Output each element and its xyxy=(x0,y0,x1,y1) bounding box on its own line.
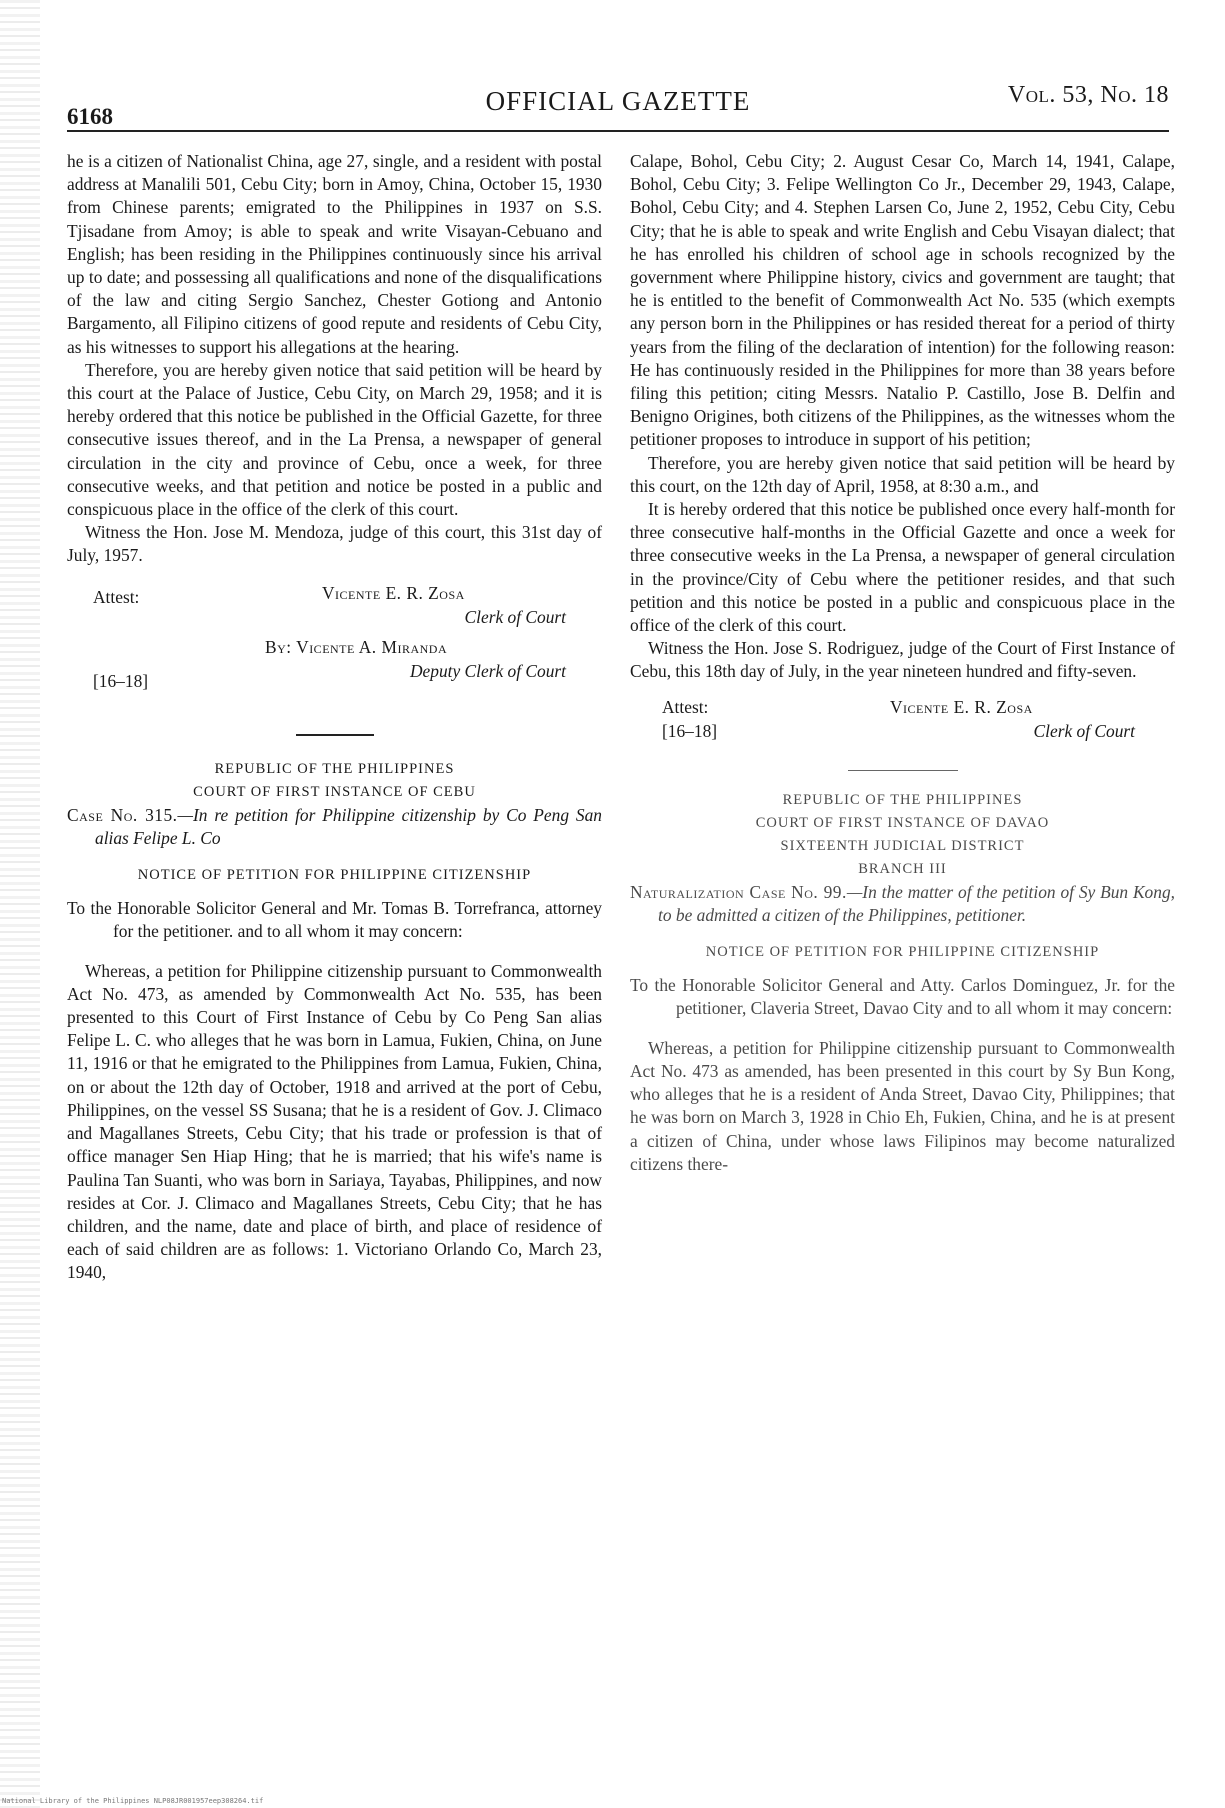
publication-title: OFFICIAL GAZETTE xyxy=(485,86,751,116)
volume-number: Vol. 53, No. 18 xyxy=(1007,82,1169,108)
page-number: 6168 xyxy=(67,104,113,129)
paragraph: Witness the Hon. Jose S. Rodriguez, judge of the Court of First Instance of Cebu, this 18th day of July, in the year nineteen hundred and fifty-seven. xyxy=(630,638,1175,682)
signature-block xyxy=(630,696,1175,752)
paragraph: Whereas, a petition for Philippine citizenship pursuant to Commonwealth Act No. 473, as amended by Commonwealth Act No. 535, has been presented to this Court of First Instance of Cebu by Co Peng San alias Felipe L. C. who alleges that he was born in Lamua, Fukien, China, on June 11, 1916 or that he emigrated to the Philippines from Lamua, Fukien, China, on or about the 12th day of October, 1918 and arrived at the port of Cebu, Philippines, on the vessel SS Susana; that he is a resident of Gov. J. Climaco and Magallanes Streets, Cebu City; that his trade or profession is that of office manager Sen Hiap Hing; that he is married; that his wife's name is Paulina Tan Suanti, who was born in Sariaya, Tayabas, Philippines, and now resides at Cor. J. Climaco and Magallanes Streets, Cebu City; that he has children, and the name, date and place of birth, and place of residence of each of said children are as follows: 1. Victoriano Orlando Co, March 23, 1940, xyxy=(67,960,602,1283)
clerk-name: Vicente E. R. Zosa xyxy=(322,582,465,603)
header-rule xyxy=(67,130,1169,132)
signature-block xyxy=(67,582,602,712)
scan-footer: National Library of the Philippines NLP08JR001957eep308264.tif xyxy=(2,1797,264,1805)
attest-label: Attest: xyxy=(93,586,140,607)
right-column xyxy=(630,150,1175,1176)
section-heading: COURT OF FIRST INSTANCE OF DAVAO xyxy=(755,814,1050,831)
section-heading: REPUBLIC OF THE PHILIPPINES xyxy=(214,760,455,777)
paragraph: he is a citizen of Nationalist China, age 27, single, and a resident with postal address at Manalili 501, Cebu City; born in Amoy, China, October 15, 1930 from Chinese parents; emigrated to the Philippines in 1937 on S.S. Tjisadane from Amoy; is able to speak and write Visayan-Cebuano and English; has been residing in the Philippines continuously since his arrival up to date; and possessing all qualifications and none of the disqualifications of the law and citing Sergio Sanchez, Chester Gotiong and Antonio Bargamento, all Filipino citizens of good repute and residents of Cebu City, as his witnesses to support his allegations at the hearing. xyxy=(67,151,602,357)
paragraph: Witness the Hon. Jose M. Mendoza, judge of this court, this 31st day of July, 1957. xyxy=(67,522,602,566)
paragraph: Whereas, a petition for Philippine citizenship pursuant to Commonwealth Act No. 473 as amended, has been presented in this court by Sy Bun Kong, who alleges that he is a resident of Anda Street, Davao City, Philippines; that he was born on March 3, 1928 in Chio Eh, Fukien, China, and he is at present a citizen of China, under whose laws Filipinos may become naturalized citizens there- xyxy=(630,1037,1175,1174)
issue-reference: [16–18] xyxy=(662,720,718,741)
notice-title: NOTICE OF PETITION FOR PHILIPPINE CITIZENSHIP xyxy=(705,944,1100,961)
deputy-title: Deputy Clerk of Court xyxy=(409,660,566,681)
page-header xyxy=(67,78,1169,129)
section-separator xyxy=(848,770,958,771)
paragraph: Therefore, you are hereby given notice that said petition will be heard by this court at the Palace of Justice, Cebu City, on March 29, 1958; and it is hereby ordered that this notice be published in the Official Gazette, for three consecutive issues thereof, and in the La Prensa, a newspaper of general circulation in the city and province of Cebu, once a week, for three consecutive weeks, and that petition and notice be posted in a public and conspicuous place in the office of the clerk of this court. xyxy=(67,359,602,520)
case-caption xyxy=(630,881,1175,927)
paragraph: Therefore, you are hereby given notice that said petition will be heard by this court, on the 12th day of April, 1958, at 8:30 a.m., and xyxy=(630,452,1175,496)
addressee: To the Honorable Solicitor General and Atty. Carlos Dominguez, Jr. for the petitioner, Claveria Street, Davao City and to all whom it may concern: xyxy=(630,975,1175,1019)
section-heading: BRANCH III xyxy=(858,860,947,877)
clerk-title: Clerk of Court xyxy=(1033,720,1135,741)
addressee: To the Honorable Solicitor General and Mr. Tomas B. Torrefranca, attorney for the petitioner. and to all whom it may concern: xyxy=(67,898,602,942)
section-heading: COURT OF FIRST INSTANCE OF CEBU xyxy=(193,783,476,800)
case-description: —In the matter of the petition of Sy Bun Kong, to be admitted a citizen of the Philippines, petitioner. xyxy=(658,881,1175,925)
issue-reference: [16–18] xyxy=(93,670,149,691)
scan-edge-noise xyxy=(0,0,40,1808)
attest-label: Attest: xyxy=(662,696,709,717)
section-heading: SIXTEENTH JUDICIAL DISTRICT xyxy=(780,837,1025,854)
case-number: Case No. 315. xyxy=(67,804,178,825)
section-separator xyxy=(296,734,374,736)
clerk-title: Clerk of Court xyxy=(464,606,566,627)
section-heading: REPUBLIC OF THE PHILIPPINES xyxy=(782,791,1023,808)
deputy-name: By: Vicente A. Miranda xyxy=(265,636,448,657)
paragraph: Calape, Bohol, Cebu City; 2. August Cesar Co, March 14, 1941, Calape, Bohol, Cebu City; 3. Felipe Wellington Co Jr., December 29, 1943, Calape, Bohol, Cebu City; and 4. Stephen Larsen Co, June 2, 1952, Cebu City, Cebu City; that he is able to speak and write English and Cebu Visayan dialect; that he has enrolled his children of school age in schools recognized by the government where Philippine history, civics and government are taught; that he is entitled to the benefit of Commonwealth Act No. 535 (which exempts any person born in the Philippines or has resided thereat for a period of thirty years from the filing of the declaration of intention) for the following reason: He has continuously resided in the Philippines for more than 38 years before filing this petition; citing Messrs. Natalio P. Castillo, Jose B. Delfin and Benigno Origines, both citizens of the Philippines, as the witnesses whom the petitioner proposes to introduce in support of his petition; xyxy=(630,151,1175,450)
paragraph: It is hereby ordered that this notice be published once every half-month for three consecutive half-months in the Official Gazette and once a week for three consecutive weeks in the La Prensa, a newspaper of general circulation in the province/City of Cebu where the petitioner resides, and that such petition and this notice be posted in a public and conspicuous place in the office of the clerk of this court. xyxy=(630,499,1175,636)
case-caption xyxy=(67,804,602,850)
left-column xyxy=(67,150,602,1285)
case-description: —In re petition for Philippine citizenship by Co Peng San alias Felipe L. Co xyxy=(95,804,602,848)
clerk-name: Vicente E. R. Zosa xyxy=(890,696,1033,717)
notice-title: NOTICE OF PETITION FOR PHILIPPINE CITIZENSHIP xyxy=(137,867,532,884)
case-number: Naturalization Case No. 99. xyxy=(630,881,847,902)
